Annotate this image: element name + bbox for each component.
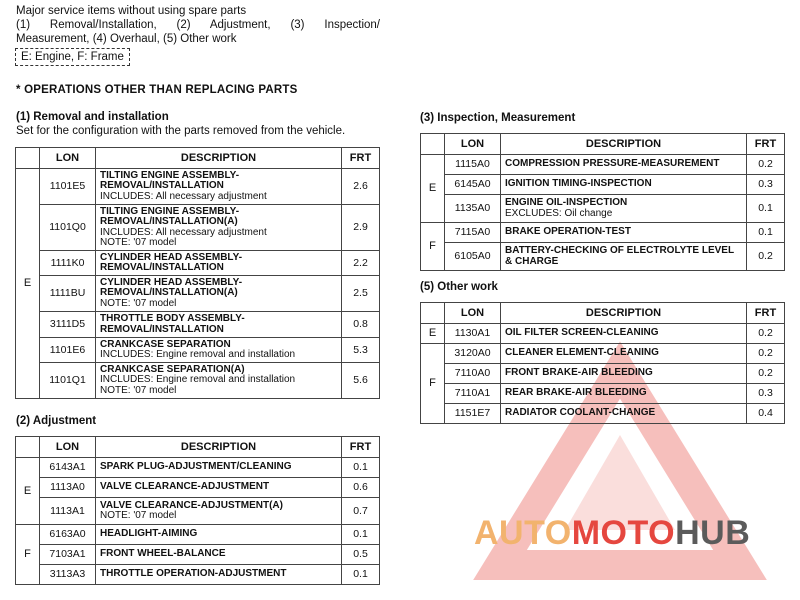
table-row [16, 363, 380, 399]
description-main: COMPRESSION PRESSURE-MEASUREMENT [505, 158, 720, 170]
lon-cell: 6143A1 [40, 458, 96, 478]
table-row [16, 205, 380, 251]
lon-cell: 6163A0 [40, 525, 96, 545]
watermark-part-auto: AUTO [474, 514, 572, 552]
description-main: REAR BRAKE-AIR BLEEDING [505, 387, 647, 399]
frt-cell: 0.4 [747, 404, 785, 424]
description-cell [501, 324, 747, 344]
description-main: CYLINDER HEAD ASSEMBLY-REMOVAL/INSTALLATION(A) [100, 276, 243, 299]
description-main: THROTTLE BODY ASSEMBLY-REMOVAL/INSTALLATION [100, 313, 245, 335]
frt-cell: 2.6 [342, 169, 380, 205]
description-main: VALVE CLEARANCE-ADJUSTMENT [100, 481, 270, 493]
section-2-title: (2) Adjustment [16, 415, 97, 427]
frt-cell: 0.2 [747, 364, 785, 384]
legend-box: E: Engine, F: Frame [15, 48, 130, 66]
table-row [16, 545, 380, 565]
frt-header: FRT [747, 303, 785, 324]
description-cell [96, 498, 342, 525]
frt-cell: 0.1 [342, 565, 380, 585]
group-cell-frame: F [16, 525, 40, 585]
description-main: CLEANER ELEMENT-CLEANING [505, 347, 659, 359]
table-row [421, 155, 785, 175]
description-main: ENGINE OIL-INSPECTION [505, 197, 628, 208]
description-header: DESCRIPTION [501, 134, 747, 155]
lon-cell: 1111K0 [40, 251, 96, 276]
section-1-subtitle: Set for the configuration with the parts removed from the vehicle. [16, 125, 346, 137]
frt-cell: 0.1 [747, 223, 785, 243]
description-main: THROTTLE OPERATION-ADJUSTMENT [100, 568, 287, 580]
description-cell [501, 175, 747, 195]
frt-cell: 0.8 [342, 312, 380, 338]
watermark-part-hub: HUB [675, 514, 751, 552]
frt-cell: 0.2 [747, 243, 785, 271]
lon-cell: 7110A0 [445, 364, 501, 384]
table-row [421, 243, 785, 271]
frt-cell: 0.6 [342, 478, 380, 498]
group-header [16, 437, 40, 458]
description-cell [501, 243, 747, 271]
lon-cell: 1135A0 [445, 195, 501, 223]
table-row [421, 344, 785, 364]
table-row [16, 498, 380, 525]
description-cell [96, 169, 342, 205]
intro-line-1: Major service items without using spare parts [16, 5, 247, 17]
frt-cell: 5.3 [342, 338, 380, 363]
description-header: DESCRIPTION [96, 148, 342, 169]
description-note: INCLUDES: All necessary adjustment [100, 226, 267, 238]
group-cell-engine: E [421, 324, 445, 344]
lon-cell: 7103A1 [40, 545, 96, 565]
description-cell [96, 478, 342, 498]
description-main: CRANKCASE SEPARATION [100, 338, 231, 350]
group-cell-engine: E [16, 458, 40, 525]
watermark-text [474, 514, 750, 553]
description-note: NOTE: '07 model [100, 237, 177, 248]
section-3-title: (3) Inspection, Measurement [420, 112, 576, 124]
frt-cell: 2.5 [342, 276, 380, 312]
description-cell [501, 364, 747, 384]
description-main: SPARK PLUG-ADJUSTMENT/CLEANING [100, 461, 292, 473]
table-row [421, 223, 785, 243]
lon-cell: 1101E5 [40, 169, 96, 205]
group-cell-frame: F [421, 344, 445, 424]
description-cell [501, 155, 747, 175]
frt-cell: 0.3 [747, 175, 785, 195]
description-cell [96, 458, 342, 478]
frt-header: FRT [342, 437, 380, 458]
section-1-title: (1) Removal and installation [16, 111, 169, 123]
lon-cell: 3120A0 [445, 344, 501, 364]
lon-header: LON [445, 134, 501, 155]
description-main: VALVE CLEARANCE-ADJUSTMENT(A) [100, 499, 283, 511]
table-row [16, 565, 380, 585]
group-header [421, 303, 445, 324]
lon-cell: 1101Q0 [40, 205, 96, 251]
lon-cell: 1101E6 [40, 338, 96, 363]
description-main: CRANKCASE SEPARATION(A) [100, 363, 245, 375]
table-header-row [16, 437, 380, 458]
description-cell [96, 251, 342, 276]
frt-cell: 0.1 [747, 195, 785, 223]
lon-header: LON [40, 437, 96, 458]
lon-header: LON [445, 303, 501, 324]
adjustment-table [15, 436, 380, 585]
description-cell [96, 545, 342, 565]
description-note: NOTE: '07 model [100, 510, 177, 521]
table-row [16, 338, 380, 363]
frt-cell: 0.2 [747, 155, 785, 175]
description-main: RADIATOR COOLANT-CHANGE [505, 407, 656, 419]
frt-cell: 2.9 [342, 205, 380, 251]
frt-cell: 0.1 [342, 458, 380, 478]
lon-cell: 1115A0 [445, 155, 501, 175]
inspection-table [420, 133, 785, 271]
section-5-title: (5) Other work [420, 281, 498, 293]
table-header-row [421, 303, 785, 324]
table-row [16, 169, 380, 205]
frt-header: FRT [342, 148, 380, 169]
intro-line-2: (1) Removal/Installation, (2) Adjustment, (3) Inspection/ [16, 19, 380, 31]
description-note: INCLUDES: Engine removal and installation [100, 374, 296, 386]
description-main: OIL FILTER SCREEN-CLEANING [505, 327, 659, 339]
table-row [421, 384, 785, 404]
description-note: EXCLUDES: Oil change [505, 207, 613, 219]
lon-cell: 1111BU [40, 276, 96, 312]
frt-header: FRT [747, 134, 785, 155]
description-header: DESCRIPTION [501, 303, 747, 324]
description-cell [96, 363, 342, 399]
group-header [421, 134, 445, 155]
table-row [16, 478, 380, 498]
removal-table [15, 147, 380, 399]
frt-cell: 0.5 [342, 545, 380, 565]
description-main: CYLINDER HEAD ASSEMBLY-REMOVAL/INSTALLATION [100, 251, 243, 273]
description-main: TILTING ENGINE ASSEMBLY-REMOVAL/INSTALLATION [100, 169, 240, 192]
lon-cell: 1113A0 [40, 478, 96, 498]
lon-cell: 3113A3 [40, 565, 96, 585]
table-row [16, 251, 380, 276]
description-cell [96, 525, 342, 545]
description-header: DESCRIPTION [96, 437, 342, 458]
description-cell [96, 276, 342, 312]
description-main: IGNITION TIMING-INSPECTION [505, 178, 652, 190]
description-note: NOTE: '07 model [100, 384, 177, 396]
group-cell-frame: F [421, 223, 445, 271]
group-cell-engine: E [16, 169, 40, 399]
frt-cell: 0.3 [747, 384, 785, 404]
description-cell [501, 344, 747, 364]
description-main: TILTING ENGINE ASSEMBLY-REMOVAL/INSTALLATION(A) [100, 205, 240, 227]
description-note: NOTE: '07 model [100, 297, 177, 309]
lon-cell: 6105A0 [445, 243, 501, 271]
table-row [421, 195, 785, 223]
table-row [421, 404, 785, 424]
table-row [16, 312, 380, 338]
watermark-part-moto: MOTO [571, 514, 676, 552]
description-cell [96, 565, 342, 585]
table-header-row [16, 148, 380, 169]
group-cell-engine: E [421, 155, 445, 223]
table-row [16, 276, 380, 312]
table-row [421, 324, 785, 344]
description-cell [96, 312, 342, 338]
lon-cell: 1151E7 [445, 404, 501, 424]
description-main: FRONT WHEEL-BALANCE [100, 548, 226, 560]
description-cell [96, 338, 342, 363]
description-note: INCLUDES: Engine removal and installation [100, 349, 296, 360]
lon-cell: 7115A0 [445, 223, 501, 243]
group-header [16, 148, 40, 169]
lon-cell: 6145A0 [445, 175, 501, 195]
description-main: HEADLIGHT-AIMING [100, 528, 198, 540]
lon-cell: 1130A1 [445, 324, 501, 344]
frt-cell: 0.1 [342, 525, 380, 545]
description-note: INCLUDES: All necessary adjustment [100, 190, 267, 202]
table-row [16, 458, 380, 478]
lon-cell: 1101Q1 [40, 363, 96, 399]
table-header-row [421, 134, 785, 155]
description-main: BATTERY-CHECKING OF ELECTROLYTE LEVEL & CHARGE [505, 245, 734, 267]
description-cell [501, 404, 747, 424]
operations-title: * OPERATIONS OTHER THAN REPLACING PARTS [16, 84, 298, 96]
frt-cell: 0.7 [342, 498, 380, 525]
description-main: FRONT BRAKE-AIR BLEEDING [505, 367, 653, 379]
table-row [16, 525, 380, 545]
table-row [421, 175, 785, 195]
other-work-table [420, 302, 785, 424]
frt-cell: 0.2 [747, 324, 785, 344]
lon-cell: 1113A1 [40, 498, 96, 525]
table-row [421, 364, 785, 384]
description-cell [501, 195, 747, 223]
lon-cell: 7110A1 [445, 384, 501, 404]
intro-line-3: Measurement, (4) Overhaul, (5) Other work [16, 33, 237, 45]
description-cell [501, 223, 747, 243]
frt-cell: 5.6 [342, 363, 380, 399]
description-cell [96, 205, 342, 251]
lon-cell: 3111D5 [40, 312, 96, 338]
lon-header: LON [40, 148, 96, 169]
intro-block [16, 4, 380, 46]
frt-cell: 0.2 [747, 344, 785, 364]
description-main: BRAKE OPERATION-TEST [505, 226, 631, 238]
frt-cell: 2.2 [342, 251, 380, 276]
description-cell [501, 384, 747, 404]
